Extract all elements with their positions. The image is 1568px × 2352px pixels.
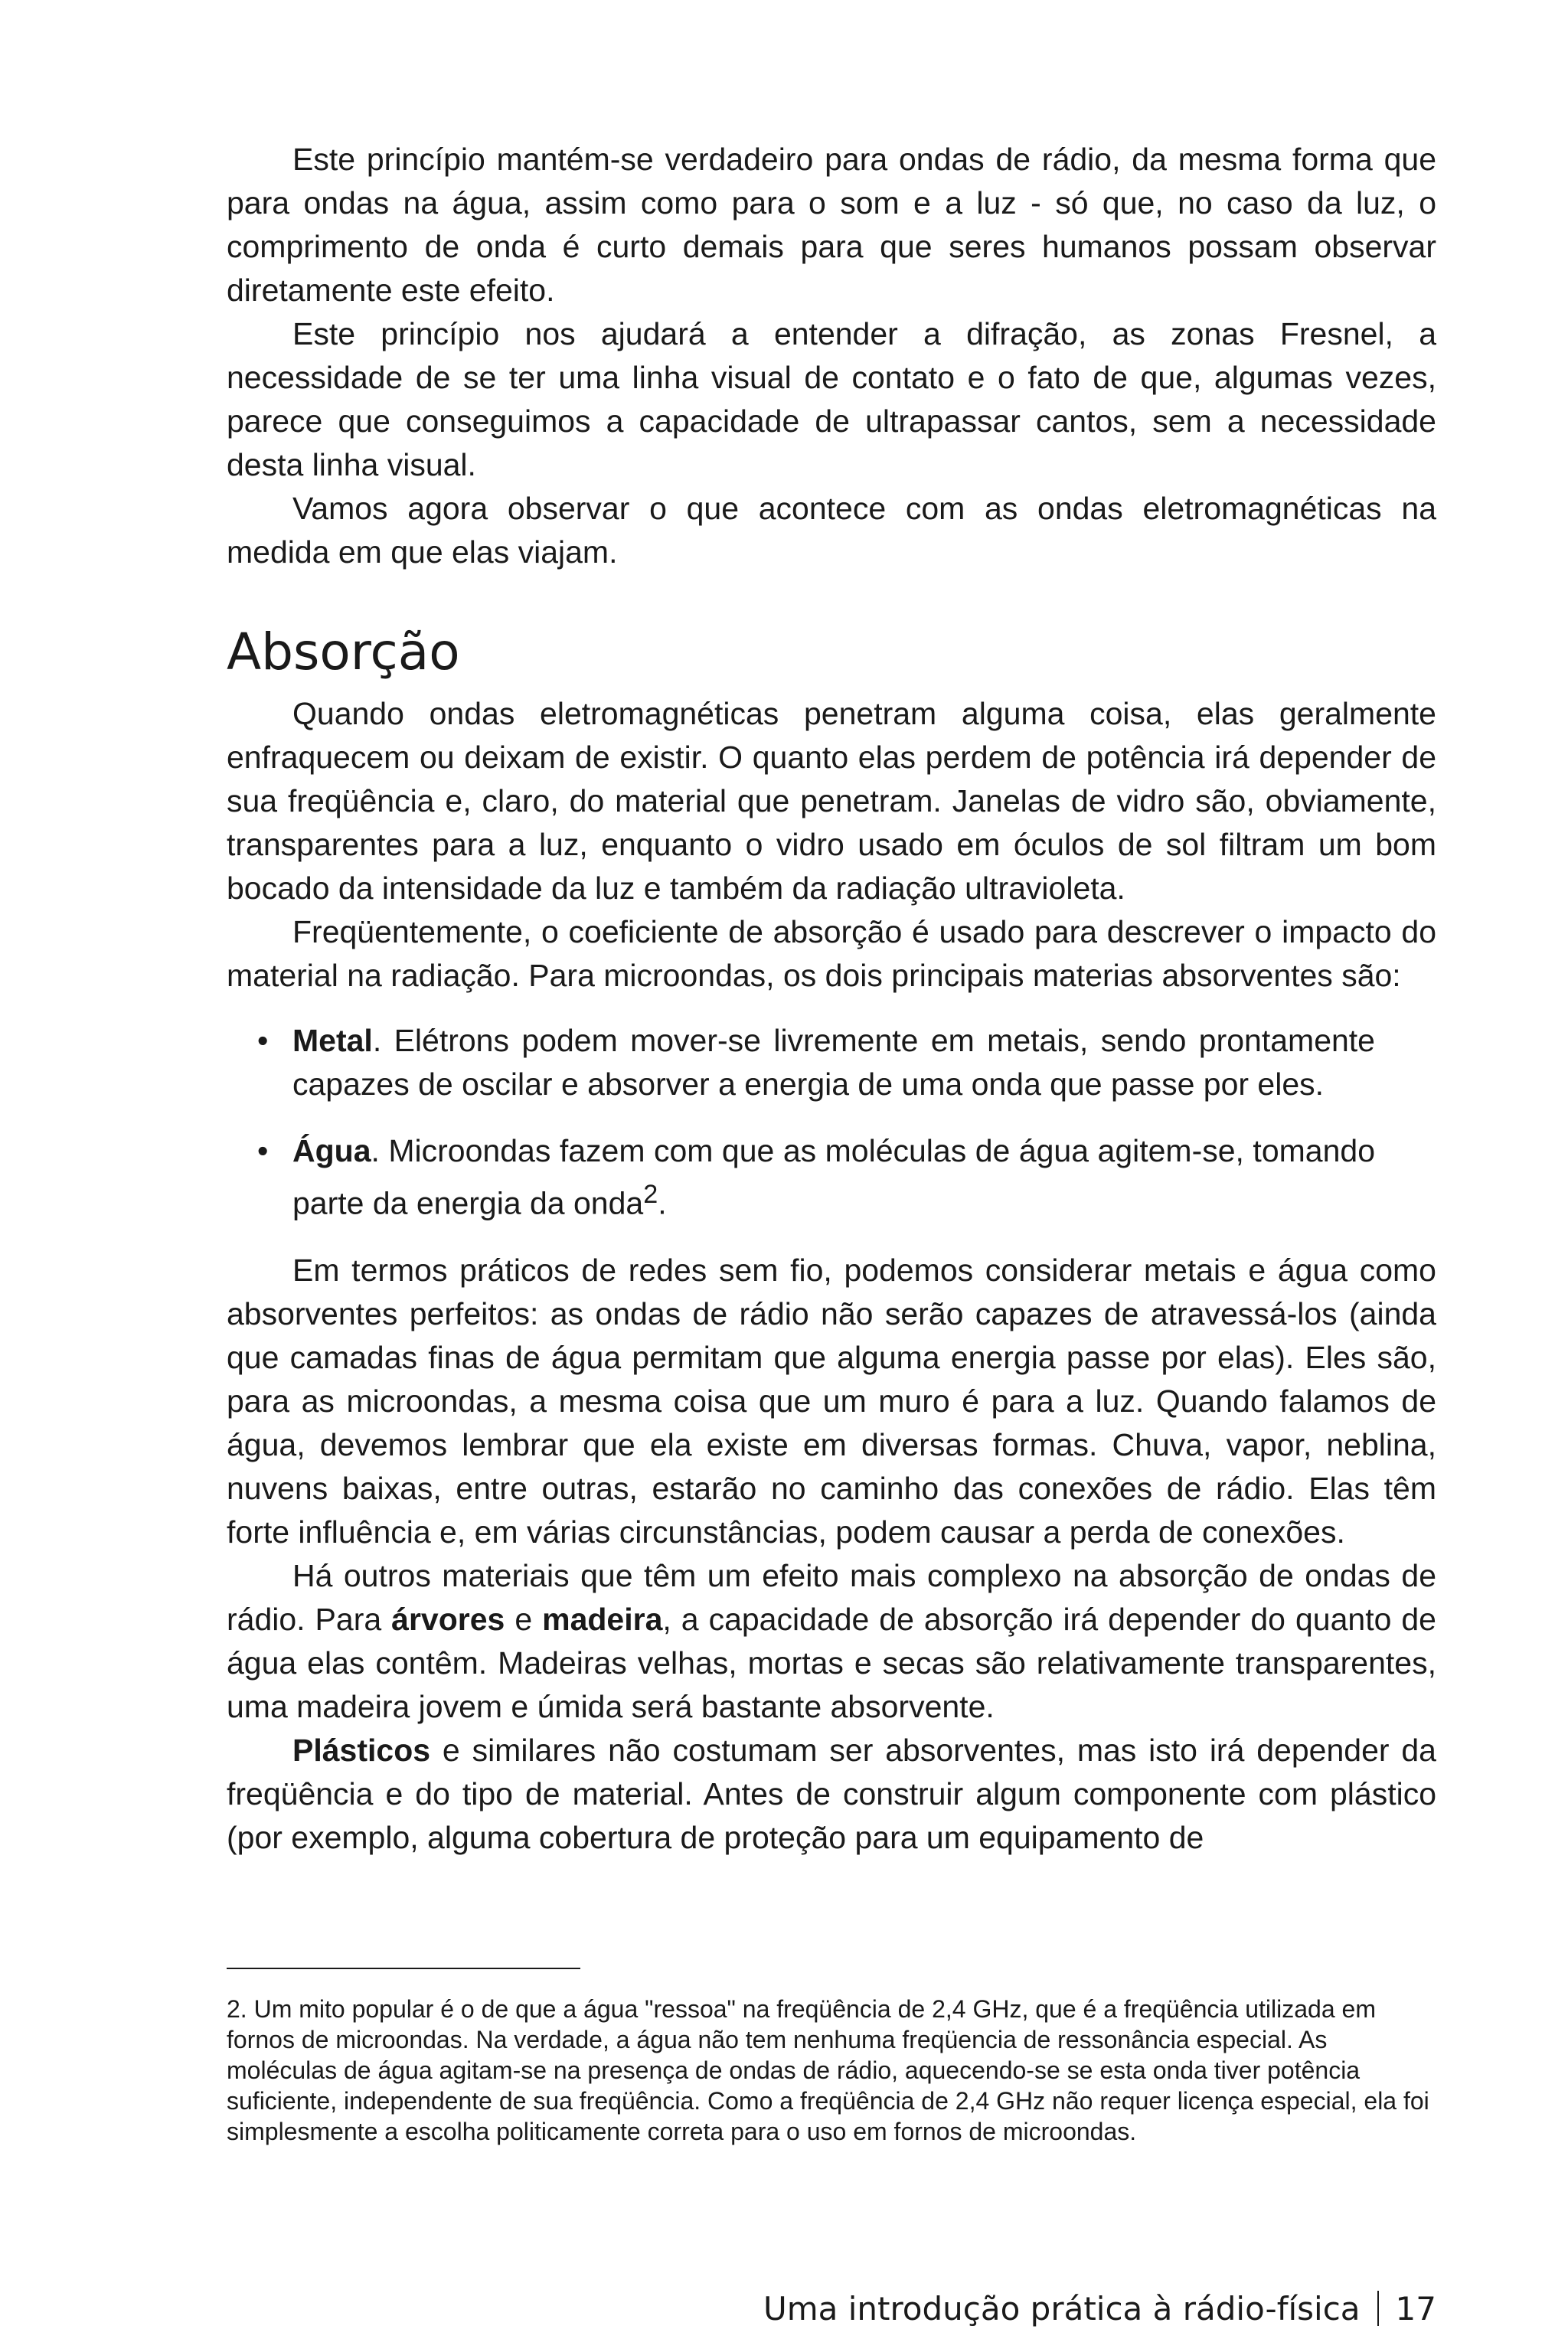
page-body xyxy=(227,138,1436,1860)
page-footer xyxy=(763,2288,1436,2331)
section-paragraph-5 xyxy=(227,1729,1436,1860)
paragraph-text: , a capacidade de absorção irá depender do quanto de água elas contêm. Madeiras velhas, mortas e secas são relativamente transparentes, uma madeira jovem e úmida será bastante absorvente. xyxy=(227,1601,1436,1724)
list-item-term: Metal xyxy=(292,1023,373,1058)
emphasis-arvores: árvores xyxy=(391,1601,505,1637)
footer-divider xyxy=(1377,2291,1379,2326)
footnote-reference[interactable]: 2 xyxy=(643,1180,658,1209)
list-item-end: . xyxy=(658,1185,667,1221)
emphasis-madeira: madeira xyxy=(542,1601,663,1637)
list-item-term: Água xyxy=(292,1133,371,1168)
section-paragraph-4 xyxy=(227,1554,1436,1729)
section-heading: Absorção xyxy=(227,622,460,681)
bullet-mark: • xyxy=(257,1023,269,1058)
list-item xyxy=(257,1129,1375,1226)
emphasis-plasticos: Plásticos xyxy=(292,1732,431,1768)
list-item-text: . Microondas fazem com que as moléculas de água agitem-se, tomando parte da energia da onda xyxy=(292,1133,1375,1221)
footnote: 2. Um mito popular é o de que a água "ressoa" na freqüência de 2,4 GHz, que é a freqüência utilizada em fornos de microondas. Na verdade, a água não tem nenhuma freqüencia de ressonância especial. As moléculas de água agitam-se na presença de ondas de rádio, aquecendo-se se esta onda tiver potência suficiente, independente de sua freqüência. Como a freqüência de 2,4 GHz não requer licença especial, ela foi simplesmente a escolha politicamente correta para o uso em fornos de microondas. xyxy=(227,1995,1429,2145)
intro-paragraph-3: Vamos agora observar o que acontece com as ondas eletromagnéticas na medida em que elas viajam. xyxy=(227,491,1436,570)
footnote-divider xyxy=(227,1968,580,1969)
bullet-mark: • xyxy=(257,1133,269,1168)
intro-paragraph-1: Este princípio mantém-se verdadeiro para ondas de rádio, da mesma forma que para ondas na água, assim como para o som e a luz - só que, no caso da luz, o comprimento de onda é curto demais para que seres humanos possam observar diretamente este efeito. xyxy=(227,142,1436,308)
paragraph-text: e similares não costumam ser absorventes, mas isto irá depender da freqüência e do tipo de material. Antes de construir algum componente com plástico (por exemplo, alguma cobertura de proteção para um equipamento de xyxy=(227,1732,1436,1855)
section-paragraph-1: Quando ondas eletromagnéticas penetram alguma coisa, elas geralmente enfraquecem ou deixam de existir. O quanto elas perdem de potência irá depender de sua freqüência e, claro, do material que penetram. Janelas de vidro são, obviamente, transparentes para a luz, enquanto o vidro usado em óculos de sol filtram um bom bocado da intensidade da luz e também da radiação ultravioleta. xyxy=(227,696,1436,906)
paragraph-text: e xyxy=(505,1601,543,1637)
list-item-text: . Elétrons podem mover-se livremente em metais, sendo prontamente capazes de oscilar e absorver a energia de uma onda que passe por eles. xyxy=(292,1023,1375,1102)
absorber-list xyxy=(227,1019,1375,1226)
page-number: 17 xyxy=(1395,2290,1436,2328)
section-paragraph-2: Freqüentemente, o coeficiente de absorção é usado para descrever o impacto do material na radiação. Para microondas, os dois principais materias absorventes são: xyxy=(227,914,1436,993)
running-title: Uma introdução prática à rádio-física xyxy=(763,2290,1361,2328)
paragraph-text: Há outros materiais que têm um efeito mais complexo na absorção de ondas de rádio. Para xyxy=(227,1557,1436,1637)
list-item xyxy=(257,1019,1375,1106)
section-paragraph-3: Em termos práticos de redes sem fio, podemos considerar metais e água como absorventes perfeitos: as ondas de rádio não serão capazes de atravessá-los (ainda que camadas finas de água permitam que alguma energia passe por elas). Eles são, para as microondas, a mesma coisa que um muro é para a luz. Quando falamos de água, devemos lembrar que ela existe em diversas formas. Chuva, vapor, neblina, nuvens baixas, entre outras, estarão no caminho das conexões de rádio. Elas têm forte influência e, em várias circunstâncias, podem causar a perda de conexões. xyxy=(227,1252,1436,1550)
intro-paragraph-2: Este princípio nos ajudará a entender a difração, as zonas Fresnel, a necessidade de se ter uma linha visual de contato e o fato de que, algumas vezes, parece que conseguimos a capacidade de ultrapassar cantos, sem a necessidade desta linha visual. xyxy=(227,316,1436,482)
